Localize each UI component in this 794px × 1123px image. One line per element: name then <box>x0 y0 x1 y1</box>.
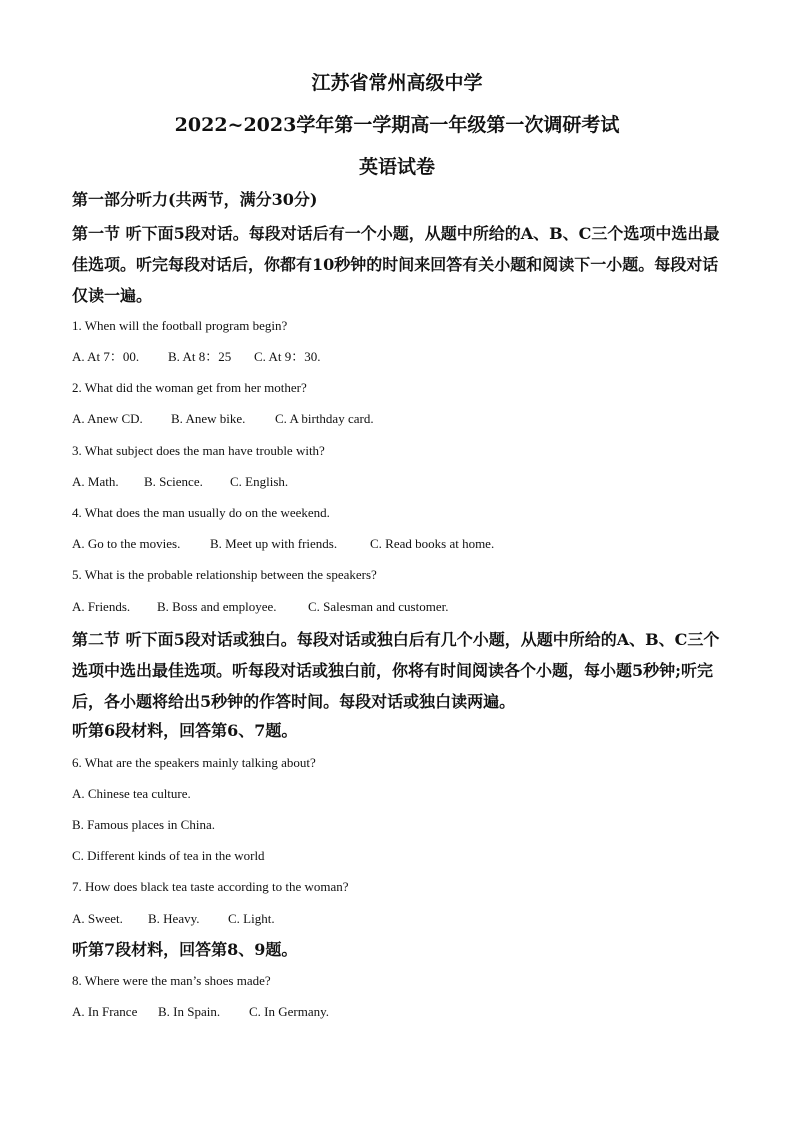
question-7: 7. How does black tea taste according to the woman? <box>72 879 349 894</box>
question-6-option-c: C. Different kinds of tea in the world <box>72 848 265 863</box>
option-c: C. A birthday card. <box>275 411 374 426</box>
question-8: 8. Where were the man’s shoes made? <box>72 973 271 988</box>
material-7-heading: 听第7段材料，回答第8、9题。 <box>72 940 298 959</box>
question-6: 6. What are the speakers mainly talking about? <box>72 755 316 770</box>
question-4: 4. What does the man usually do on the weekend. <box>72 505 330 520</box>
option-b: B. Anew bike. <box>171 411 246 426</box>
question-8-options <box>72 1004 329 1020</box>
question-6-option-a: A. Chinese tea culture. <box>72 786 191 801</box>
paper-title: 英语试卷 <box>358 156 435 178</box>
question-1-options <box>72 349 320 365</box>
option-a: A. In France <box>72 1004 138 1019</box>
exam-title: 2022~2023学年第一学期高一年级第一次调研考试 <box>174 114 620 136</box>
option-c: C. Salesman and customer. <box>308 599 449 614</box>
option-a: A. Anew CD. <box>72 411 143 426</box>
option-b: B. Science. <box>144 474 203 489</box>
question-7-options <box>72 911 275 927</box>
question-3-options <box>72 474 288 490</box>
option-a: A. Friends. <box>72 599 131 614</box>
option-c: C. Light. <box>228 911 275 926</box>
question-5: 5. What is the probable relationship between the speakers? <box>72 567 377 582</box>
option-b: B. At 8：25 <box>168 349 232 364</box>
part1-heading: 第一部分听力(共两节，满分30分) <box>72 190 318 209</box>
option-a: A. Math. <box>72 474 119 489</box>
school-name: 江苏省常州高级中学 <box>311 72 483 94</box>
section2-instructions: 第二节 听下面5段对话或独白。每段对话或独白后有几个小题，从题中所给的A、B、C三个选项中选出最佳选项。听每段对话或独白前，你将有时间阅读各个小题，每小题5秒钟;听完后，各小题将给出5秒钟的作答时间。每段对话或独白读两遍。 <box>72 630 720 711</box>
question-6-option-b: B. Famous places in China. <box>72 817 215 832</box>
option-c: C. At 9：30. <box>254 349 321 364</box>
question-5-options <box>72 599 448 615</box>
option-b: B. Heavy. <box>148 911 200 926</box>
question-1: 1. When will the football program begin? <box>72 318 288 333</box>
question-2: 2. What did the woman get from her mother? <box>72 380 307 395</box>
material-6-heading: 听第6段材料，回答第6、7题。 <box>72 721 298 740</box>
question-4-options <box>72 536 494 552</box>
question-3: 3. What subject does the man have trouble with? <box>72 443 325 458</box>
option-a: A. At 7：00. <box>72 349 140 364</box>
option-b: B. In Spain. <box>158 1004 221 1019</box>
option-a: A. Go to the movies. <box>72 536 181 551</box>
option-b: B. Meet up with friends. <box>210 536 338 551</box>
option-c: C. English. <box>230 474 289 489</box>
option-c: C. In Germany. <box>249 1004 330 1019</box>
option-c: C. Read books at home. <box>370 536 495 551</box>
section1-instructions: 第一节 听下面5段对话。每段对话后有一个小题，从题中所给的A、B、C三个选项中选出最佳选项。听完每段对话后，你都有10秒钟的时间来回答有关小题和阅读下一小题。每段对话仅读一遍。 <box>72 224 720 305</box>
question-2-options <box>72 411 374 427</box>
option-a: A. Sweet. <box>72 911 123 926</box>
option-b: B. Boss and employee. <box>157 599 277 614</box>
